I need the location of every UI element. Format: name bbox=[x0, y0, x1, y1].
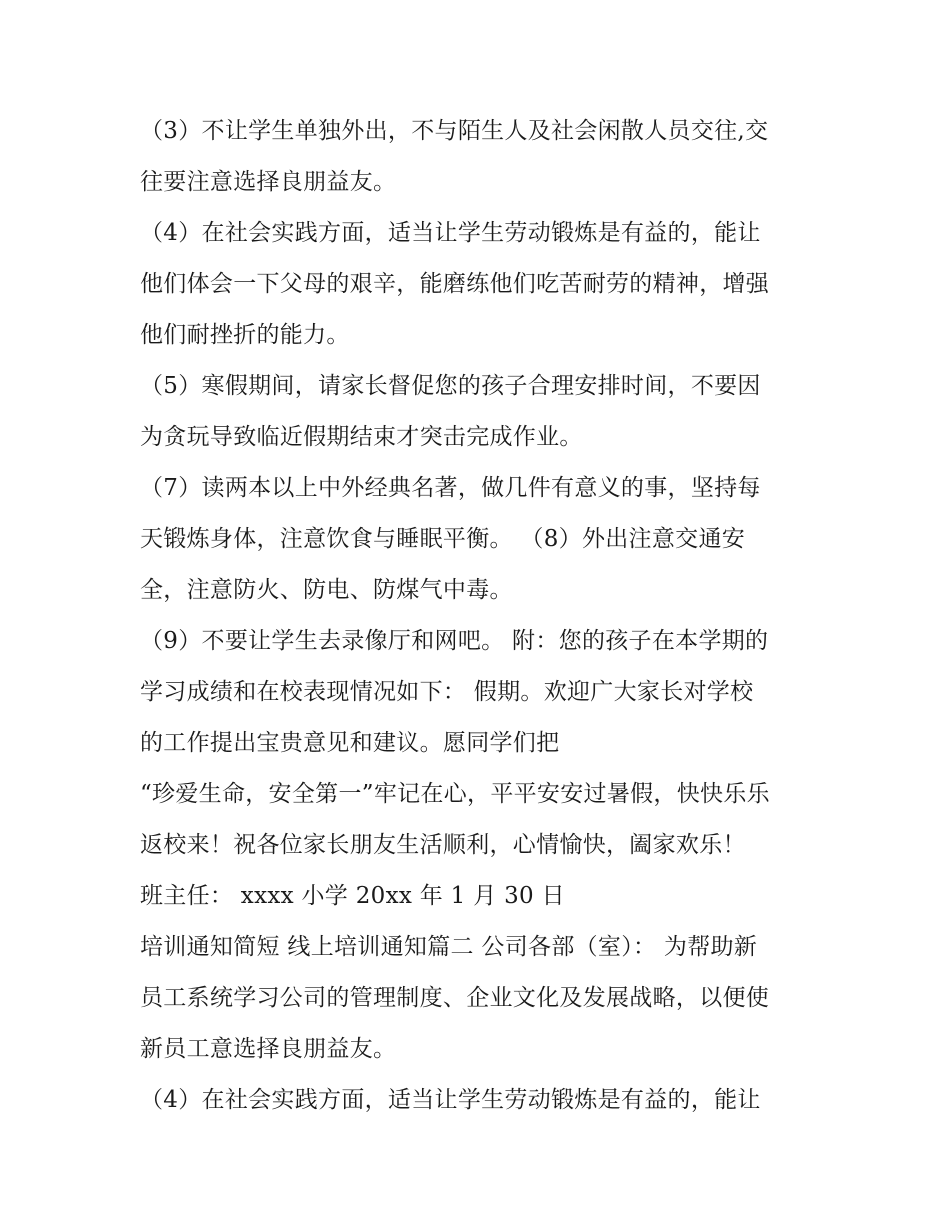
text-line: （4）在社会实践方面，适当让学生劳动锻炼是有益的，能让 bbox=[140, 1087, 761, 1113]
text-line: 返校来！祝各位家长朋友生活顺利，心情愉快，阖家欢乐！ bbox=[140, 832, 746, 858]
text-line: 学习成绩和在校表现情况如下： 假期。欢迎广大家长对学校 bbox=[140, 679, 754, 705]
text-line: （7）读两本以上中外经典名著，做几件有意义的事，坚持每 bbox=[140, 475, 761, 501]
text-line: 培训通知简短 线上培训通知篇二 公司各部（室）： 为帮助新 bbox=[140, 934, 758, 960]
text-line: （9）不要让学生去录像厅和网吧。 附：您的孩子在本学期的 bbox=[140, 628, 769, 654]
document-body bbox=[140, 106, 820, 1126]
text-line: 往要注意选择良朋益友。 bbox=[140, 169, 397, 195]
text-line: 他们耐挫折的能力。 bbox=[140, 322, 350, 348]
text-line: （5）寒假期间，请家长督促您的孩子合理安排时间，不要因 bbox=[140, 373, 761, 399]
text-line: （3）不让学生单独外出，不与陌生人及社会闲散人员交往,交 bbox=[140, 118, 769, 144]
signature-line: 班主任： xxxx 小学 20xx 年 1 月 30 日 bbox=[140, 883, 565, 909]
text-line: 天锻炼身体，注意饮食与睡眠平衡。 （8）外出注意交通安 bbox=[140, 526, 746, 552]
text-line: 员工系统学习公司的管理制度、企业文化及发展战略，以便使 bbox=[140, 985, 770, 1011]
text-line: 为贪玩导致临近假期结束才突击完成作业。 bbox=[140, 424, 583, 450]
text-line: 他们体会一下父母的艰辛，能磨练他们吃苦耐劳的精神，增强 bbox=[140, 271, 770, 297]
text-line: （4）在社会实践方面，适当让学生劳动锻炼是有益的，能让 bbox=[140, 220, 761, 246]
text-line: 新员工意选择良朋益友。 bbox=[140, 1036, 397, 1062]
text-line: “珍爱生命，安全第一”牢记在心，平平安安过暑假，快快乐乐 bbox=[140, 781, 770, 807]
text-line: 全，注意防火、防电、防煤气中毒。 bbox=[140, 577, 513, 603]
text-line: 的工作提出宝贵意见和建议。愿同学们把 bbox=[140, 730, 560, 756]
